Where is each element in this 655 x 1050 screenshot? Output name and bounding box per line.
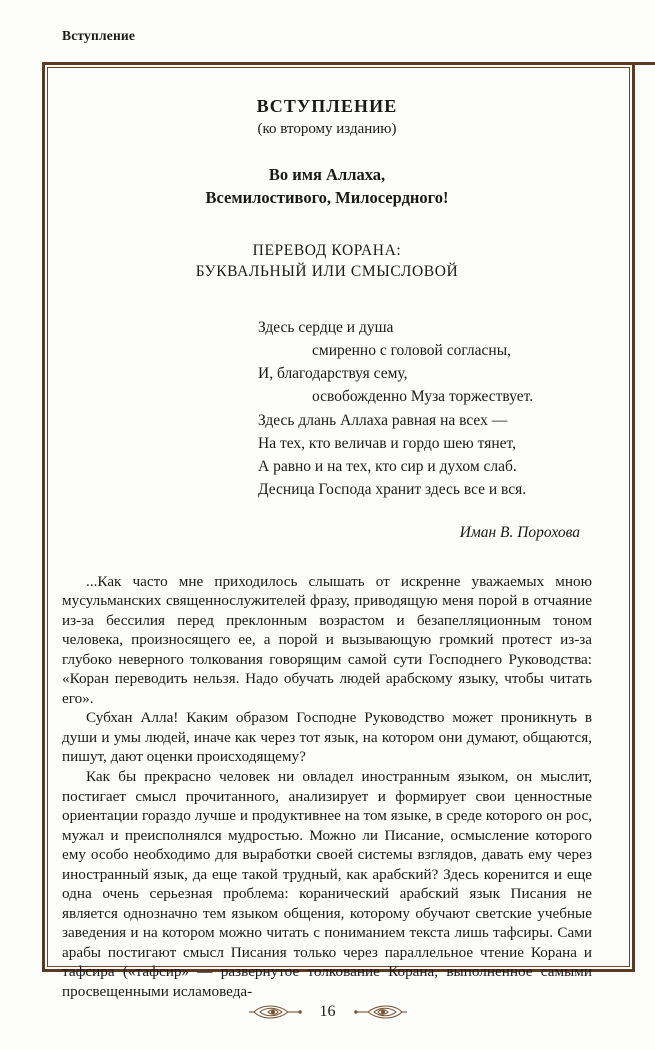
body-text — [62, 572, 592, 1002]
poem-line: освобожденно Муза торжествует. — [312, 388, 534, 406]
section-heading-line-1: ПЕРЕВОД КОРАНА: — [252, 241, 402, 259]
poem-line: И, благодарствуя сему, — [258, 365, 408, 383]
poem-line: На тех, кто величав и гордо шею тянет, — [258, 434, 516, 452]
poem-block — [62, 316, 592, 502]
page-title: ВСТУПЛЕНИЕ — [256, 96, 398, 116]
invocation-line-2: Всемилостивого, Милосердного! — [205, 187, 449, 207]
poem-line: смиренно с головой согласны, — [312, 341, 511, 359]
running-head: Вступление — [62, 28, 136, 43]
poem-line: А равно и на тех, кто сир и духом слаб. — [258, 458, 517, 476]
poem-line: Здесь длань Аллаха равная на всех — — [258, 411, 508, 429]
ornament-leaf-left-icon — [248, 1002, 306, 1022]
page-number: 16 — [319, 1003, 336, 1020]
section-heading — [62, 240, 592, 282]
paragraph: Как бы прекрасно человек ни овладел иностранным языком, он мыслит, постигает смысл прочитанного, анализирует и формирует свои ценностные ориентации гораздо лучше и продуктивнее на том языке, в среде которого он рос, мужал и преисполнялся мудростью. Можно ли Писание, осмысление которого ему особо необходимо для выработки своей системы взглядов, давать ему через иностранный язык, да еще такой трудный, как арабский? Здесь коренится и еще одна очень серьезная проблема: коранический арабский язык Писания не является однозначно тем языком общения, которому обучают светские учебные заведения и на котором можно читать с пониманием текста лишь тафсиры. Сами арабы постигают смысл Писания только через параллельное чтение Корана и тафсира («тафсир» — развернутое толкование Корана, выполненное самыми просвещенными исламоведа- — [62, 768, 592, 1000]
invocation-block — [62, 164, 592, 210]
page-content — [62, 82, 592, 1001]
paragraph: ...Как часто мне приходилось слышать от искренне уважаемых мною мусульманских священнослужителей фразу, приводящую меня порой в отчаяние из-за бессилия перед преклонным возрастом и безапелляционным тоном человека, произносящего ее, а порой и вызывающую громкий протест из-за глубоко неверного толкования говорящим самой сути Господнего Руководства: «Коран переводить нельзя. Надо обучать людей арабскому языку, чтобы читать его». — [62, 572, 592, 707]
poem-line: Десница Господа хранит здесь все и вся. — [258, 481, 527, 499]
page-footer — [0, 1002, 655, 1022]
section-heading-line-2: БУКВАЛЬНЫЙ ИЛИ СМЫСЛОВОЙ — [195, 262, 459, 280]
paragraph: Субхан Алла! Каким образом Господне Руководство может проникнуть в души и умы людей, иначе как через тот язык, на котором они думают, общаются, пишут, дают оценки происходящему? — [62, 709, 592, 766]
poem-line: Здесь сердце и душа — [258, 318, 394, 336]
ornament-leaf-right-icon — [350, 1002, 408, 1022]
invocation-line-1: Во имя Аллаха, — [268, 165, 386, 184]
page-subtitle: (ко второму изданию) — [257, 121, 397, 137]
frame-bleed-edge — [610, 62, 655, 65]
poem-attribution: Иман В. Порохова — [459, 523, 580, 541]
